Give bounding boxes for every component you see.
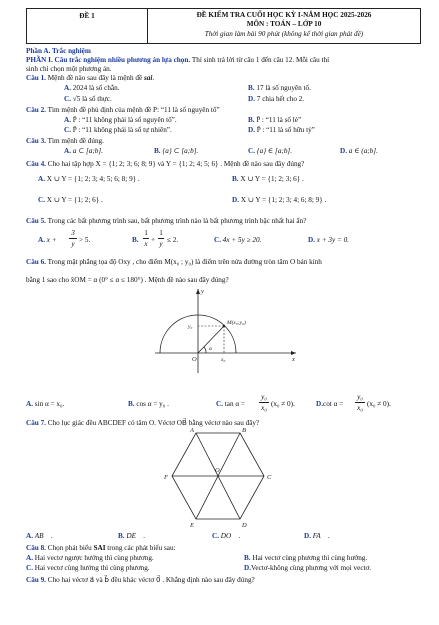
- q6d-denominator: x₀: [357, 404, 363, 412]
- part-title: Phần A. Trắc nghiệm: [26, 47, 91, 55]
- q5a-fraction-bar: [69, 238, 77, 239]
- question-3: Câu 3. Tìm mệnh đề đúng.: [26, 137, 104, 145]
- alpha-arc: [204, 347, 206, 353]
- question-5: Câu 5. Trong các bất phương trình sau, bất phương trình nào là bất phương trình bậc nhất hai ẩn?: [26, 217, 307, 225]
- question-6: Câu 6. Trong mặt phẳng tọa độ Oxy , cho điểm M(x₀ ; y₀) là điểm trên nửa đường tròn tâm O bán kính: [26, 258, 322, 266]
- q6-option-d[interactable]: D.cot α =: [316, 400, 344, 408]
- q2-option-d[interactable]: D. P̄ : “11 là số hữu tỷ”: [248, 126, 315, 134]
- q7-option-c[interactable]: C. DO⃗ .: [212, 532, 241, 540]
- q3-option-d[interactable]: D. a ∈ (a;b].: [340, 147, 378, 155]
- q4-option-d[interactable]: D. X ∪ Y = {1; 2; 3; 4; 6; 8; 9} .: [232, 196, 327, 204]
- hexagon-figure: [160, 428, 280, 528]
- exam-time: Thời gian làm bài 90 phút (không kể thời gian phát đề): [204, 30, 364, 38]
- q5-option-b[interactable]: B.: [132, 236, 139, 244]
- exam-subject: MÔN : TOÁN – LỚP 10: [246, 20, 322, 28]
- q2-option-c[interactable]: C. P̄ : “11 không phải là số tự nhiên”.: [64, 126, 172, 134]
- q5b-numerator-2: 1: [159, 229, 163, 237]
- q1-option-a[interactable]: A. 2024 là số chẵn.: [64, 84, 120, 92]
- q5b-numerator-1: 1: [144, 229, 148, 237]
- q2-option-b[interactable]: B. P̄ : “11 là số lẻ”: [248, 116, 302, 124]
- semicircle-figure: [150, 287, 300, 377]
- q5b-fraction-bar-2: [158, 238, 164, 239]
- q7-option-d[interactable]: D. FA⃗ .: [304, 532, 330, 540]
- q1-option-b[interactable]: B. 17 là số nguyên tố.: [248, 84, 311, 92]
- label-x0: x₀: [221, 357, 226, 363]
- label-y0: y₀: [188, 324, 193, 330]
- q6c-fraction-bar: [259, 402, 269, 403]
- question-4: Câu 4. Cho hai tập hợp X = {1; 2; 3; 6; 8; 9} và Y = {1; 2; 4; 5; 6} . Mệnh đề nào sau đây đúng?: [26, 160, 305, 168]
- y-axis-arrow: [196, 289, 200, 294]
- q1-option-d[interactable]: D. 7 chia hết cho 2.: [248, 95, 305, 103]
- label-m: M(x₀;y₀): [227, 320, 246, 326]
- q8-option-b[interactable]: B. Hai vectơ cùng phương thì cùng hướng.: [244, 554, 368, 562]
- question-1: Câu 1. Mệnh đề nào sau đây là mệnh đề sai.: [26, 74, 155, 82]
- q3-option-b[interactable]: B. {a} ⊂ [a;b].: [154, 147, 199, 155]
- section-instructions: PHẦN I. Câu trắc nghiệm nhiều phương án lựa chọn. Thí sinh trả lời từ câu 1 đến câu 12. Mỗi câu thí: [26, 56, 330, 64]
- q5-option-d[interactable]: D. x + 3y = 0.: [308, 236, 350, 244]
- question-9: Câu 9. Cho hai véctơ a⃗ và b⃗ đều khác véctơ 0⃗ . Khẳng định nào sau đây đúng?: [26, 576, 255, 584]
- q7-option-b[interactable]: B. DE⃗ .: [118, 532, 146, 540]
- question-6-line-2: bằng 1 sao cho x̂OM = α (0° ≤ α ≤ 180°) . Mệnh đề nào sau đây đúng?: [26, 276, 229, 284]
- q5-option-a[interactable]: A. x +: [38, 236, 57, 244]
- q6-option-c[interactable]: C. tan α =: [216, 400, 245, 408]
- x-axis-arrow: [291, 351, 296, 355]
- q8-option-a[interactable]: A. Hai vectơ ngược hướng thì cùng phương.: [26, 554, 154, 562]
- vertex-e: E: [190, 522, 194, 529]
- exam-code: ĐỀ 1: [79, 12, 95, 20]
- point-m: [223, 325, 225, 327]
- q3-option-a[interactable]: A. a ⊂ [a;b].: [64, 147, 103, 155]
- q5b-fraction-bar-1: [143, 238, 149, 239]
- q6d-fraction-bar: [355, 402, 365, 403]
- q5a-rest: > 5.: [79, 236, 91, 244]
- q6-option-b[interactable]: B. cos α = y₀ .: [128, 400, 169, 408]
- question-7: Câu 7. Cho lục giác đều ABCDEF có tâm O. Véctơ OB⃗ bằng véctơ nào sau đây?: [26, 419, 260, 427]
- q3-option-c[interactable]: C. {a} ∈ [a;b].: [248, 147, 293, 155]
- vertex-c: C: [267, 474, 272, 481]
- exam-header: [26, 8, 421, 44]
- q4-option-b[interactable]: B. X ∪ Y = {1; 2; 3; 6} .: [232, 175, 304, 183]
- vertex-a: A: [190, 427, 194, 434]
- q4-option-a[interactable]: A. X ∪ Y = {1; 2; 3; 4; 5; 6; 8; 9} .: [38, 175, 140, 183]
- vertex-f: F: [164, 474, 168, 481]
- q8-option-d[interactable]: D.Vectơ-không cùng phương với mọi vectơ.: [244, 564, 372, 572]
- label-x: x: [292, 356, 295, 363]
- q6c-denominator: x₀: [261, 404, 267, 412]
- center-o: O: [215, 467, 220, 474]
- q6c-rest: (x₀ ≠ 0).: [271, 400, 295, 408]
- q5a-numerator: 3: [71, 229, 75, 237]
- q2-option-a[interactable]: A. P̄ : “11 không phải là số nguyên tố”.: [64, 116, 177, 124]
- q7-option-a[interactable]: A. AB⃗ .: [26, 532, 53, 540]
- q5b-plus: +: [151, 236, 156, 244]
- section-instructions-2: sinh chỉ chọn một phương án.: [26, 65, 112, 73]
- question-2: Câu 2. Tìm mệnh đề phủ định của mệnh đề P: “11 là số nguyên tố”: [26, 106, 220, 114]
- q5-option-c[interactable]: C. 4x + 5y ≥ 20.: [214, 236, 262, 244]
- q6d-numerator: y₀: [357, 393, 363, 401]
- q6d-rest: (x₀ ≠ 0).: [367, 400, 391, 408]
- q5b-rest: ≤ 2.: [167, 236, 179, 244]
- label-o: O: [192, 356, 197, 363]
- exam-title: ĐỀ KIỂM TRA CUỐI HỌC KỲ I-NĂM HỌC 2025-2026: [196, 11, 372, 19]
- q1-option-c[interactable]: C. √5 là số thực.: [64, 95, 112, 103]
- q6-option-a[interactable]: A. sin α = x₀.: [26, 400, 65, 408]
- q4-option-c[interactable]: C. X ∪ Y = {1; 2; 6} .: [38, 196, 103, 204]
- q5b-denominator-2: y: [159, 240, 163, 248]
- q5a-denominator: y: [71, 240, 75, 248]
- label-y: y: [201, 288, 204, 295]
- q6c-numerator: y₀: [261, 393, 267, 401]
- vertex-d: D: [242, 522, 247, 529]
- label-alpha: α: [209, 346, 212, 352]
- q5b-denominator-1: x: [144, 240, 148, 248]
- question-8: Câu 8. Chọn phát biểu SAI trong các phát biểu sau:: [26, 544, 176, 552]
- q8-option-c[interactable]: C. Hai vectơ cùng hướng thì cùng phương.: [26, 564, 150, 572]
- vertex-b: B: [242, 427, 246, 434]
